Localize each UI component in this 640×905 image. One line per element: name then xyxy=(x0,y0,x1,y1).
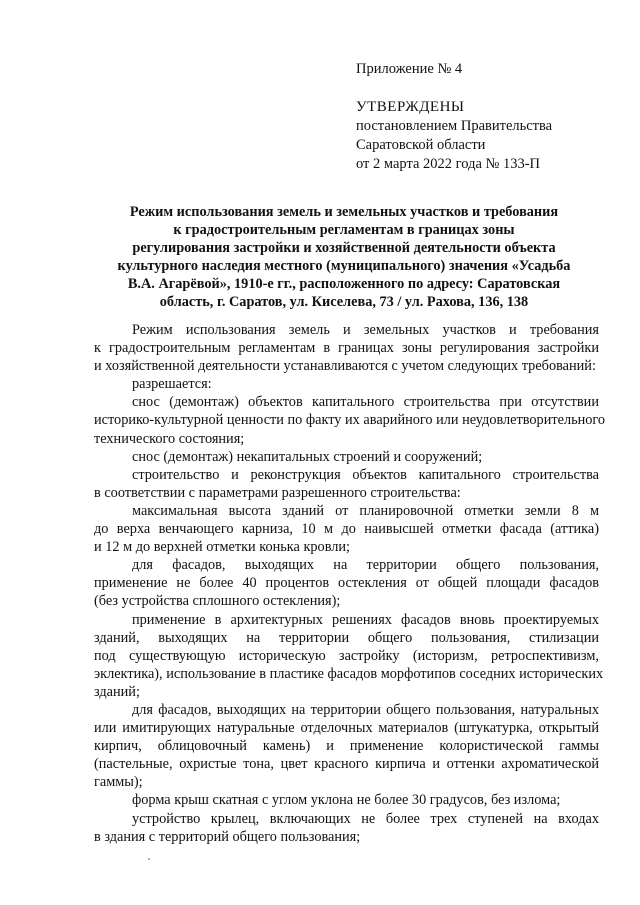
text-line: до верха венчающего карниза, 10 м до наивысшей отметки фасада (аттика) xyxy=(94,521,599,538)
title-line: регулирования застройки и хозяйственной деятельности объекта xyxy=(132,240,556,256)
text-line: снос (демонтаж) объектов капитального строительства при отсутствии xyxy=(132,394,599,411)
approval-date: от 2 марта 2022 года № 133-П xyxy=(356,156,541,172)
text-line: для фасадов, выходящих на территории общего пользования, натуральных xyxy=(132,701,599,718)
scan-speck xyxy=(148,858,150,860)
text-line: разрешается: xyxy=(132,376,212,393)
text-line: к градостроительным регламентам в границах зоны регулирования застройки xyxy=(94,340,599,357)
title-line: область, г. Саратов, ул. Киселева, 73 / ул. Рахова, 136, 138 xyxy=(159,294,529,310)
title-line: к градостроительным регламентам в границах зоны xyxy=(173,222,515,238)
text-line: в здания с территорий общего пользования; xyxy=(94,828,361,845)
text-line: снос (демонтаж) некапитальных строений и сооружений; xyxy=(132,448,483,465)
text-line: и 12 м до верхней отметки конька кровли; xyxy=(94,539,351,556)
text-line: технического состояния; xyxy=(94,430,245,447)
text-line: Режим использования земель и земельных участков и требования xyxy=(132,322,599,338)
text-line: зданий, выходящих на территории общего пользования, стилизации xyxy=(94,629,599,646)
text-line: для фасадов, выходящих на территории общего пользования, xyxy=(132,557,599,574)
approval-block xyxy=(356,60,552,174)
text-line: устройство крылец, включающих не более трех ступеней на входах xyxy=(132,810,599,827)
approval-line: постановлением Правительства xyxy=(356,118,553,134)
annex-number: Приложение № 4 xyxy=(356,61,463,77)
text-line: (пастельные, охристые тона, цвет красного кирпича и оттенки ахроматической xyxy=(94,756,599,773)
text-line: кирпич, облицовочный камень) и применение колористической гаммы xyxy=(94,738,599,755)
text-line: зданий; xyxy=(94,683,140,700)
text-line: историко-культурной ценности по факту их аварийного или неудовлетворительного xyxy=(94,412,606,429)
text-line: и хозяйственной деятельности устанавливаются с учетом следующих требований: xyxy=(94,358,596,375)
title-line: культурного наследия местного (муниципального) значения «Усадьба xyxy=(117,258,571,274)
title-line: В.А. Агарёвой», 1910-е гг., расположенного по адресу: Саратовская xyxy=(127,276,561,292)
text-line: или имитирующих натуральные отделочных материалов (штукатурка, открытый xyxy=(94,720,599,737)
title-line: Режим использования земель и земельных участков и требования xyxy=(129,204,559,220)
text-line: эклектика), использование в пластике фасадов морфотипов соседних исторических xyxy=(94,665,604,682)
approved-heading: УТВЕРЖДЕНЫ xyxy=(356,99,465,115)
text-line: применение не более 40 процентов остекления от общей площади фасадов xyxy=(94,575,599,592)
text-line: гаммы); xyxy=(94,774,143,791)
text-line: строительство и реконструкция объектов капитального строительства xyxy=(132,466,599,483)
text-line: (без устройства сплошного остекления); xyxy=(94,593,341,610)
text-line: в соответствии с параметрами разрешенного строительства: xyxy=(94,484,461,501)
document-body xyxy=(94,321,606,846)
approval-line: Саратовской области xyxy=(356,137,486,153)
text-line: под существующую историческую застройку (историзм, ретроспективизм, xyxy=(94,647,599,664)
document-title xyxy=(92,203,596,311)
text-line: максимальная высота зданий от планировочной отметки земли 8 м xyxy=(132,502,599,519)
text-line: применение в архитектурных решениях фасадов вновь проектируемых xyxy=(132,611,599,628)
text-line: форма крыш скатная с углом уклона не более 30 градусов, без излома; xyxy=(132,792,561,809)
